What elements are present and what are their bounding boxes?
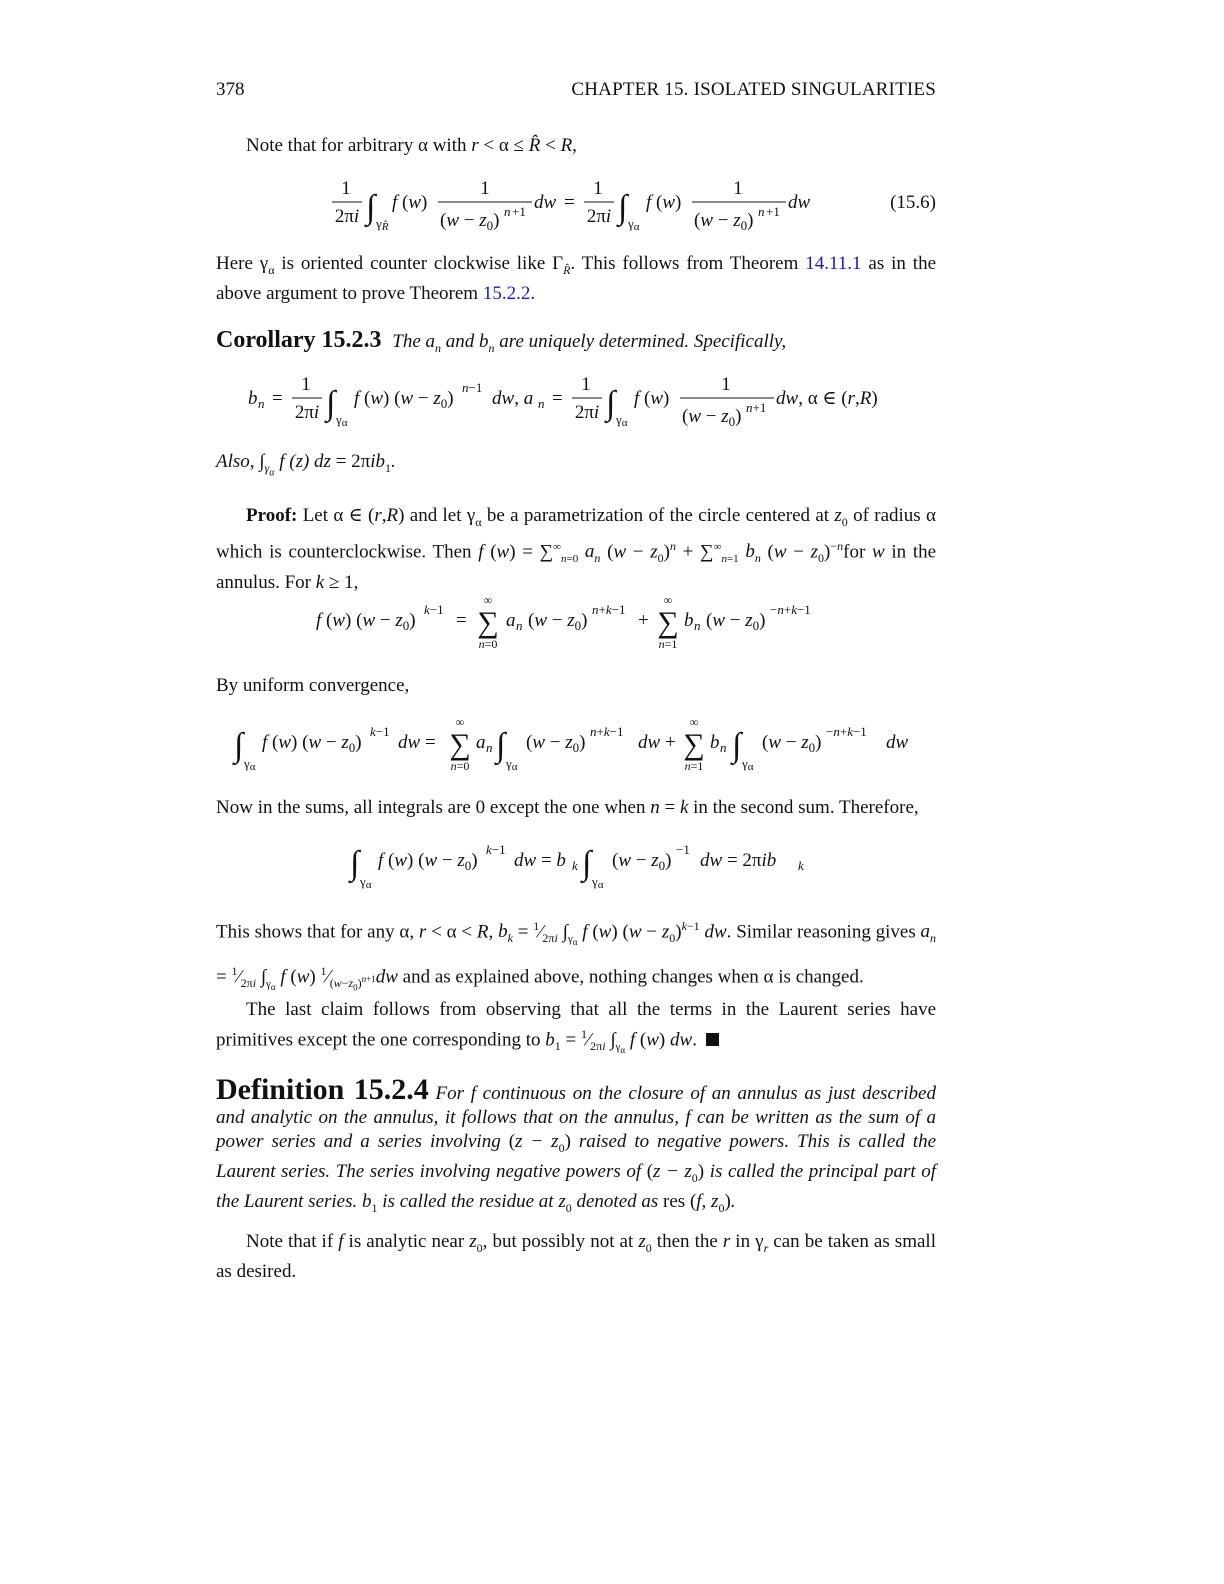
svg-text:dw =: dw =	[398, 732, 436, 753]
svg-text:−1: −1	[676, 842, 690, 857]
svg-text:=: =	[272, 388, 283, 409]
svg-text:n: n	[720, 740, 727, 755]
svg-text:γα: γα	[336, 412, 348, 429]
svg-text:1: 1	[581, 374, 591, 395]
svg-text:n: n	[758, 204, 765, 219]
definition-block: Definition 15.2.4 For f continuous on the closure of an annulus as just described and analytic on the annulus, it follows that on the annulus, f can be written as the sum of a power series and a series involving $(z - z_0)$ raised to negative powers. This is called the Laurent series. The series involving negative powers of $(z - z_0)$ is called the principal part of the Laurent series. $b_1$ is called the residue at $z_0$ denoted as res (f, $z_0$).	[216, 1073, 937, 1215]
definition-heading: Definition 15.2.4	[216, 1073, 429, 1106]
svg-text:n+k−1: n+k−1	[592, 602, 626, 617]
svg-text:dw: dw	[534, 192, 557, 213]
svg-text:1: 1	[480, 178, 490, 199]
proof-shows-paragraph: This shows that for any α, r < α < R, $b_k$ = $^1⁄_{2\pi i}$ $\int_{\gamma_\alpha}$ f (w) $(w - z_0)^{k-1}$ dw. Similar reasoning gives $a_n$ = $^1⁄_{2\pi i}$ $\int_{\gamma_\alpha}$ f (w) $^1⁄_{(w-z_0)^{n+1}}dw$ and as explained above, nothing changes when α is changed.	[216, 919, 937, 993]
proof-paragraph-1: Proof: Let α ∈ (r,R) and let $\gamma_\alpha$ be a parametrization of the circle centered at $z_0$ of radius α which is counterclockwise. Then f $(w) = \sum^\infty_{n=0}$ $a_n$ $(w - z_0)^n + \sum^\infty_{n=1}$ $b_n$ $(w - z_0)^{-n}for$ w in the annulus. For k ≥ 1,	[216, 505, 937, 593]
svg-text:1: 1	[733, 178, 743, 199]
svg-text:n=1: n=1	[658, 637, 678, 651]
corollary-block: Corollary 15.2.3 The $a_n$ and $b_n$ are uniquely determined. Specifically,	[216, 327, 787, 355]
svg-text:=: =	[564, 192, 575, 213]
svg-text:(w): (w)	[656, 192, 682, 213]
svg-text:∞: ∞	[483, 593, 493, 607]
svg-text:=: =	[456, 610, 467, 631]
svg-text:2πi: 2πi	[294, 402, 320, 423]
proof-uniform-convergence: By uniform convergence,	[216, 675, 410, 696]
svg-text:∫: ∫	[496, 727, 506, 764]
svg-text:f (w) (w − z0): f (w) $(w - z_0)$	[354, 388, 454, 411]
equation-series-expansion	[316, 593, 856, 661]
proof-last-paragraph: The last claim follows from observing that all the terms in the Laurent series have primitives except the one corresponding to $b_1$ = $^1⁄_{2\pi i}$ $\int_{\gamma_\alpha}$ f (w) dw.	[216, 999, 936, 1056]
equation-label: (15.6)	[890, 192, 936, 213]
svg-text:1: 1	[301, 374, 311, 395]
svg-text:(w): (w)	[402, 192, 428, 213]
svg-text:f: f	[646, 192, 652, 213]
svg-text:γα: γα	[616, 412, 628, 429]
svg-text:n: n	[516, 618, 523, 633]
svg-text:n: n	[538, 396, 545, 411]
svg-text:n−1: n−1	[462, 380, 483, 395]
svg-text:n=0: n=0	[478, 637, 498, 651]
svg-text:+: +	[638, 610, 649, 631]
svg-text:2πi: 2πi	[574, 402, 600, 423]
svg-text:γα: γα	[628, 216, 640, 233]
svg-text:(w − z0): $(w - z_0)$	[762, 732, 822, 755]
corollary-also: Also, $\int_{\gamma_\alpha}$ f (z) dz = 2πib$_1$.	[216, 451, 396, 479]
equation-15-6	[320, 172, 940, 247]
equation-bk-result	[350, 836, 820, 903]
svg-text:(w − z0): $(w - z_0)$	[440, 210, 500, 233]
svg-text:∫: ∫	[618, 189, 628, 226]
svg-text:∫: ∫	[326, 385, 336, 422]
svg-text:f (w) (w − z0): f (w) $(w - z_0)$	[262, 732, 362, 755]
svg-text:γα: γα	[360, 874, 372, 891]
svg-text:∑: ∑	[657, 606, 679, 639]
corollary-heading: Corollary 15.2.3	[216, 327, 382, 353]
svg-text:(w − z0): $(w - z_0)$	[694, 210, 754, 233]
svg-text:dw: dw	[788, 192, 811, 213]
svg-text:=: =	[552, 388, 563, 409]
svg-text:1: 1	[721, 374, 731, 395]
intro-line: Note that for arbitrary α with r < α ≤ R̂ < R,	[246, 135, 577, 156]
svg-text:b: b	[710, 732, 720, 753]
svg-text:∫: ∫	[350, 845, 360, 882]
svg-text:b: b	[248, 388, 258, 409]
svg-text:2πi: 2πi	[334, 206, 360, 227]
svg-text:γα: γα	[244, 756, 256, 773]
svg-text:∑: ∑	[477, 606, 499, 639]
svg-text:dw = 2πib: dw = 2πib	[700, 850, 777, 871]
svg-text:γα: γα	[742, 756, 754, 773]
svg-text:(w − z0): $(w - z_0)$	[682, 406, 742, 429]
svg-text:a: a	[506, 610, 516, 631]
svg-text:γR̂: γR̂	[376, 216, 389, 233]
svg-text:n=1: n=1	[684, 759, 704, 773]
svg-text:n: n	[694, 618, 701, 633]
equation-integrated-series	[234, 716, 934, 787]
svg-text:∫: ∫	[732, 727, 742, 764]
svg-text:k: k	[572, 858, 578, 873]
svg-text:−n+k−1: −n+k−1	[770, 602, 811, 617]
svg-text:n+k−1: n+k−1	[590, 724, 624, 739]
qed-square-icon	[706, 1033, 719, 1046]
svg-text:∞: ∞	[663, 593, 673, 607]
svg-text:k−1: k−1	[486, 842, 506, 857]
svg-text:(w − z0): $(w - z_0)$	[526, 732, 586, 755]
link-theorem-14-11-1[interactable]: 14.11.1	[805, 253, 862, 274]
svg-text:(w − z0): $(w - z_0)$	[706, 610, 766, 633]
svg-text:n: n	[504, 204, 511, 219]
svg-text:∫: ∫	[366, 189, 376, 226]
running-title: CHAPTER 15. ISOLATED SINGULARITIES	[571, 79, 936, 100]
svg-text:∫: ∫	[582, 845, 592, 882]
svg-text:f (w) (w − z0): f (w) $(w - z_0)$	[316, 610, 416, 633]
link-theorem-15-2-2[interactable]: 15.2.2	[482, 282, 531, 304]
svg-text:dw, α ∈ (r,R): dw, α ∈ (r,R)	[776, 388, 878, 409]
svg-text:γα: γα	[592, 874, 604, 891]
svg-text:dw = b: dw = b	[514, 850, 566, 871]
proof-label: Proof:	[246, 505, 298, 526]
svg-text:∞: ∞	[455, 715, 465, 729]
svg-text:+1: +1	[766, 204, 780, 219]
svg-text:(w − z0): $(w - z_0)$	[528, 610, 588, 633]
svg-text:f: f	[392, 192, 398, 213]
svg-text:f (w): f (w)	[634, 388, 670, 409]
svg-text:n=0: n=0	[450, 759, 470, 773]
proof-sums-line: Now in the sums, all integrals are 0 except the one when n = k in the second sum. Therefore,	[216, 797, 919, 818]
svg-text:n: n	[258, 396, 265, 411]
svg-text:dw +: dw +	[638, 732, 676, 753]
svg-text:n+1: n+1	[746, 400, 767, 415]
svg-text:−n+k−1: −n+k−1	[826, 724, 867, 739]
svg-text:1: 1	[593, 178, 603, 199]
svg-text:1: 1	[341, 178, 351, 199]
paragraph-after-eq: Here $\gamma_\alpha$ is oriented counter clockwise like $\Gamma_{R̂}$. This follows from Theorem 14.11.1 as in the above argument to prove Theorem 15.2.2.	[216, 253, 937, 304]
svg-text:b: b	[684, 610, 694, 631]
svg-text:∫: ∫	[234, 727, 244, 764]
svg-text:n: n	[486, 740, 493, 755]
svg-text:k−1: k−1	[424, 602, 444, 617]
closing-paragraph: Note that if f is analytic near $z_0$, but possibly not at $z_0$ then the r in $\gamma_r$ can be taken as small as desired.	[216, 1231, 936, 1282]
svg-text:k−1: k−1	[370, 724, 390, 739]
svg-text:a: a	[476, 732, 486, 753]
svg-text:∑: ∑	[683, 728, 705, 761]
svg-text:∞: ∞	[689, 715, 699, 729]
svg-text:dw, a: dw, a	[492, 388, 534, 409]
svg-text:f (w) (w − z0): f (w) $(w - z_0)$	[378, 850, 478, 873]
svg-text:(w − z0): $(w - z_0)$	[612, 850, 672, 873]
svg-text:k: k	[798, 858, 804, 873]
page-number: 378	[216, 79, 245, 100]
svg-text:∫: ∫	[606, 385, 616, 422]
svg-text:∑: ∑	[449, 728, 471, 761]
svg-text:dw: dw	[886, 732, 909, 753]
svg-text:+1: +1	[512, 204, 526, 219]
svg-text:2πi: 2πi	[586, 206, 612, 227]
equation-coefficients	[246, 370, 926, 445]
svg-text:γα: γα	[506, 756, 518, 773]
